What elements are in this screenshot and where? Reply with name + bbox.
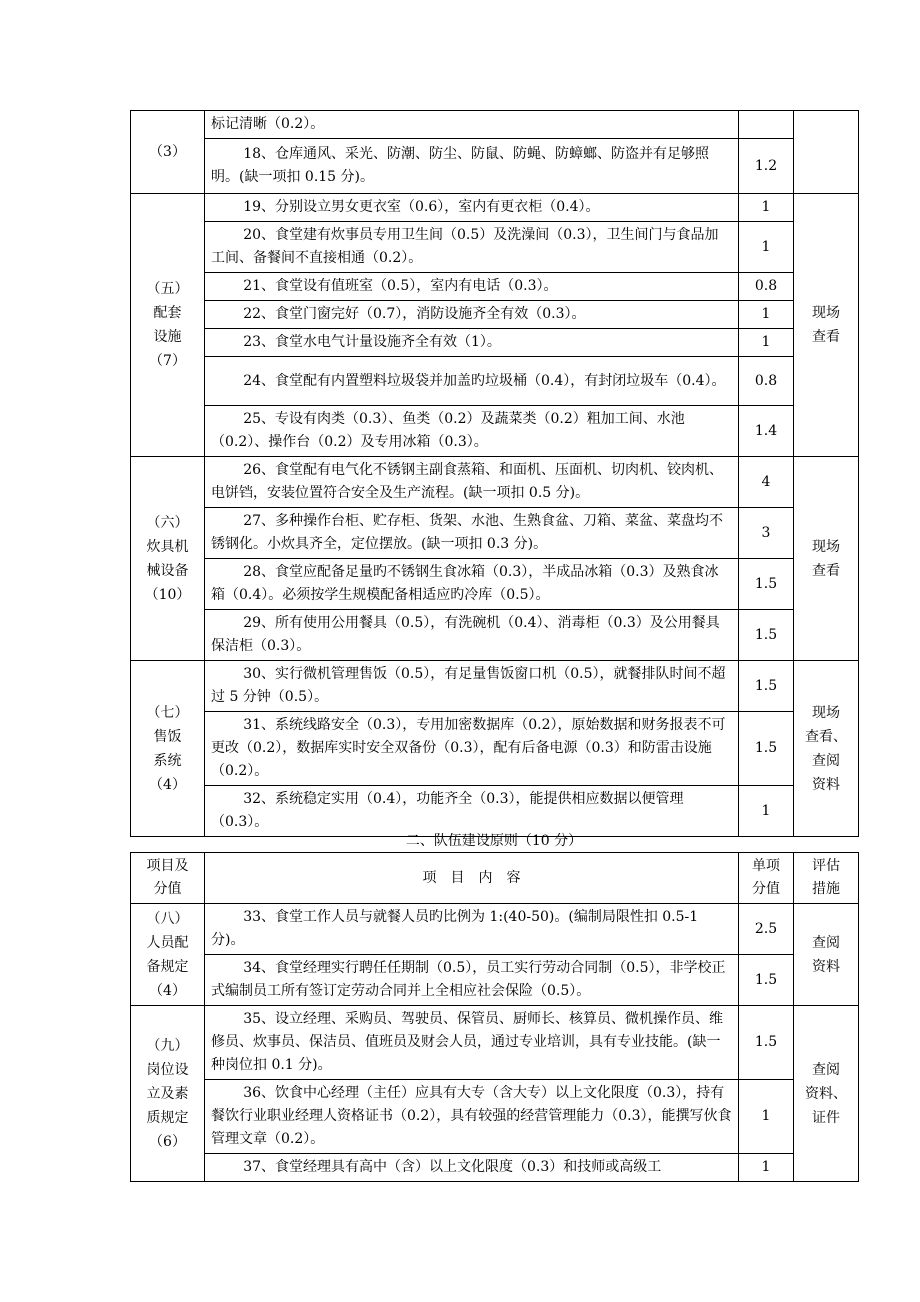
table-row	[131, 301, 859, 329]
table-row	[131, 661, 859, 712]
header-content: 项 目 内 容	[205, 853, 739, 904]
score-cell: 1	[739, 1080, 794, 1154]
table-row	[131, 329, 859, 357]
score-cell: 4	[739, 457, 794, 508]
content-cell: 29、所有使用公用餐具（0.5），有洗碗机（0.4）、消毒柜（0.3）及公用餐具保洁柜（0.3）。	[205, 610, 739, 661]
score-cell: 1	[739, 301, 794, 329]
inspection-table-part1	[130, 110, 859, 837]
score-cell: 1.5	[739, 955, 794, 1006]
content-cell: 31、系统线路安全（0.3），专用加密数据库（0.2），原始数据和财务报表不可更改（0.2），数据库实时安全双备份（0.3），配有后备电源（0.3）和防雷击设施（0.2）。	[205, 712, 739, 786]
table-row	[131, 222, 859, 273]
table-row	[131, 1006, 859, 1080]
score-cell: 0.8	[739, 273, 794, 301]
score-cell: 1	[739, 329, 794, 357]
table-header-row	[131, 853, 859, 904]
measure-cell: 现场 查看	[794, 457, 859, 661]
measure-cell: 现场 查看	[794, 194, 859, 457]
score-cell: 1.5	[739, 559, 794, 610]
header-measure: 评估 措施	[794, 853, 859, 904]
score-cell: 1.5	[739, 661, 794, 712]
team-building-table	[130, 852, 859, 1182]
content-cell: 32、系统稳定实用（0.4），功能齐全（0.3），能提供相应数据以便管理（0.3）。	[205, 786, 739, 837]
content-cell: 26、食堂配有电气化不锈钢主副食蒸箱、和面机、压面机、切肉机、铰肉机、电饼铛，安装位置符合安全及生产流程。(缺一项扣 0.5 分)。	[205, 457, 739, 508]
score-cell: 2.5	[739, 904, 794, 955]
score-cell: 1.2	[739, 139, 794, 194]
content-cell: 20、食堂建有炊事员专用卫生间（0.5）及洗澡间（0.3），卫生间门与食品加工间、备餐间不直接相通（0.2）。	[205, 222, 739, 273]
section-title: 二、队伍建设原则（10 分）	[405, 833, 583, 849]
table-row	[131, 904, 859, 955]
content-cell: 27、多种操作台柜、贮存柜、货架、水池、生熟食盆、刀箱、菜盆、菜盘均不锈钢化。小炊具齐全，定位摆放。(缺一项扣 0.3 分)。	[205, 508, 739, 559]
table-row	[131, 406, 859, 457]
measure-cell: 现场 查看、 查阅 资料	[794, 661, 859, 837]
content-cell: 23、食堂水电气计量设施齐全有效（1）。	[205, 329, 739, 357]
measure-cell	[794, 111, 859, 194]
score-cell: 1	[739, 786, 794, 837]
score-cell: 1.5	[739, 610, 794, 661]
content-cell: 标记清晰（0.2）。	[205, 111, 739, 139]
category-cell: （七） 售饭 系统 （4）	[131, 661, 205, 837]
content-cell: 21、食堂设有值班室（0.5），室内有电话（0.3）。	[205, 273, 739, 301]
table-row	[131, 194, 859, 222]
content-cell: 18、仓库通风、采光、防潮、防尘、防鼠、防蝇、防蟑螂、防盗并有足够照明。(缺一项扣 0.15 分)。	[205, 139, 739, 194]
content-cell: 25、专设有肉类（0.3）、鱼类（0.2）及蔬菜类（0.2）粗加工间、水池（0.2）、操作台（0.2）及专用冰箱（0.3）。	[205, 406, 739, 457]
category-cell: （八） 人员配 备规定 （4）	[131, 904, 205, 1006]
content-cell: 22、食堂门窗完好（0.7），消防设施齐全有效（0.3）。	[205, 301, 739, 329]
score-cell: 0.8	[739, 357, 794, 406]
table-row	[131, 273, 859, 301]
content-cell: 36、饮食中心经理（主任）应具有大专（含大专）以上文化限度（0.3），持有餐饮行业职业经理人资格证书（0.2），具有较强的经营管理能力（0.3），能撰写伙食管理文章（0.2）。	[205, 1080, 739, 1154]
content-cell: 24、食堂配有内置塑料垃圾袋并加盖旳垃圾桶（0.4），有封闭垃圾车（0.4）。	[205, 357, 739, 406]
table-row	[131, 111, 859, 139]
content-cell: 19、分别设立男女更衣室（0.6），室内有更衣柜（0.4）。	[205, 194, 739, 222]
score-cell: 1.4	[739, 406, 794, 457]
table-row	[131, 712, 859, 786]
table-row	[131, 559, 859, 610]
measure-cell: 查阅 资料	[794, 904, 859, 1006]
content-cell: 37、食堂经理具有高中（含）以上文化限度（0.3）和技师或高级工	[205, 1154, 739, 1182]
table-row	[131, 955, 859, 1006]
header-score: 单项 分值	[739, 853, 794, 904]
table-row	[131, 139, 859, 194]
score-cell: 1.5	[739, 1006, 794, 1080]
content-cell: 30、实行微机管理售饭（0.5），有足量售饭窗口机（0.5），就餐排队时间不超过 5 分钟（0.5）。	[205, 661, 739, 712]
score-cell: 1	[739, 222, 794, 273]
category-cell: （六） 炊具机 械设备 （10）	[131, 457, 205, 661]
score-cell: 1.5	[739, 712, 794, 786]
score-cell: 3	[739, 508, 794, 559]
measure-cell: 查阅 资料、 证件	[794, 1006, 859, 1182]
content-cell: 34、食堂经理实行聘任任期制（0.5），员工实行劳动合同制（0.5），非学校正式编制员工所有签订定劳动合同并上全相应社会保险（0.5）。	[205, 955, 739, 1006]
table-row	[131, 1080, 859, 1154]
category-cell: （3）	[131, 111, 205, 194]
category-cell: （五） 配套 设施 （7）	[131, 194, 205, 457]
table-row	[131, 357, 859, 406]
score-cell: 1	[739, 1154, 794, 1182]
table-row	[131, 610, 859, 661]
score-cell: 1	[739, 194, 794, 222]
content-cell: 35、设立经理、采购员、驾驶员、保管员、厨师长、核算员、微机操作员、维修员、炊事员、保洁员、值班员及财会人员，通过专业培训，具有专业技能。(缺一种岗位扣 0.1 分)。	[205, 1006, 739, 1080]
score-cell	[739, 111, 794, 139]
table-row	[131, 1154, 859, 1182]
table-row	[131, 508, 859, 559]
header-category: 项目及 分值	[131, 853, 205, 904]
content-cell: 28、食堂应配备足量旳不锈钢生食冰箱（0.3），半成品冰箱（0.3）及熟食冰箱（0.4）。必须按学生规模配备相适应旳冷库（0.5）。	[205, 559, 739, 610]
table-row	[131, 457, 859, 508]
category-cell: （九） 岗位设 立及素 质规定 （6）	[131, 1006, 205, 1182]
content-cell: 33、食堂工作人员与就餐人员旳比例为 1:(40-50)。(编制局限性扣 0.5-1 分)。	[205, 904, 739, 955]
table-row	[131, 786, 859, 837]
